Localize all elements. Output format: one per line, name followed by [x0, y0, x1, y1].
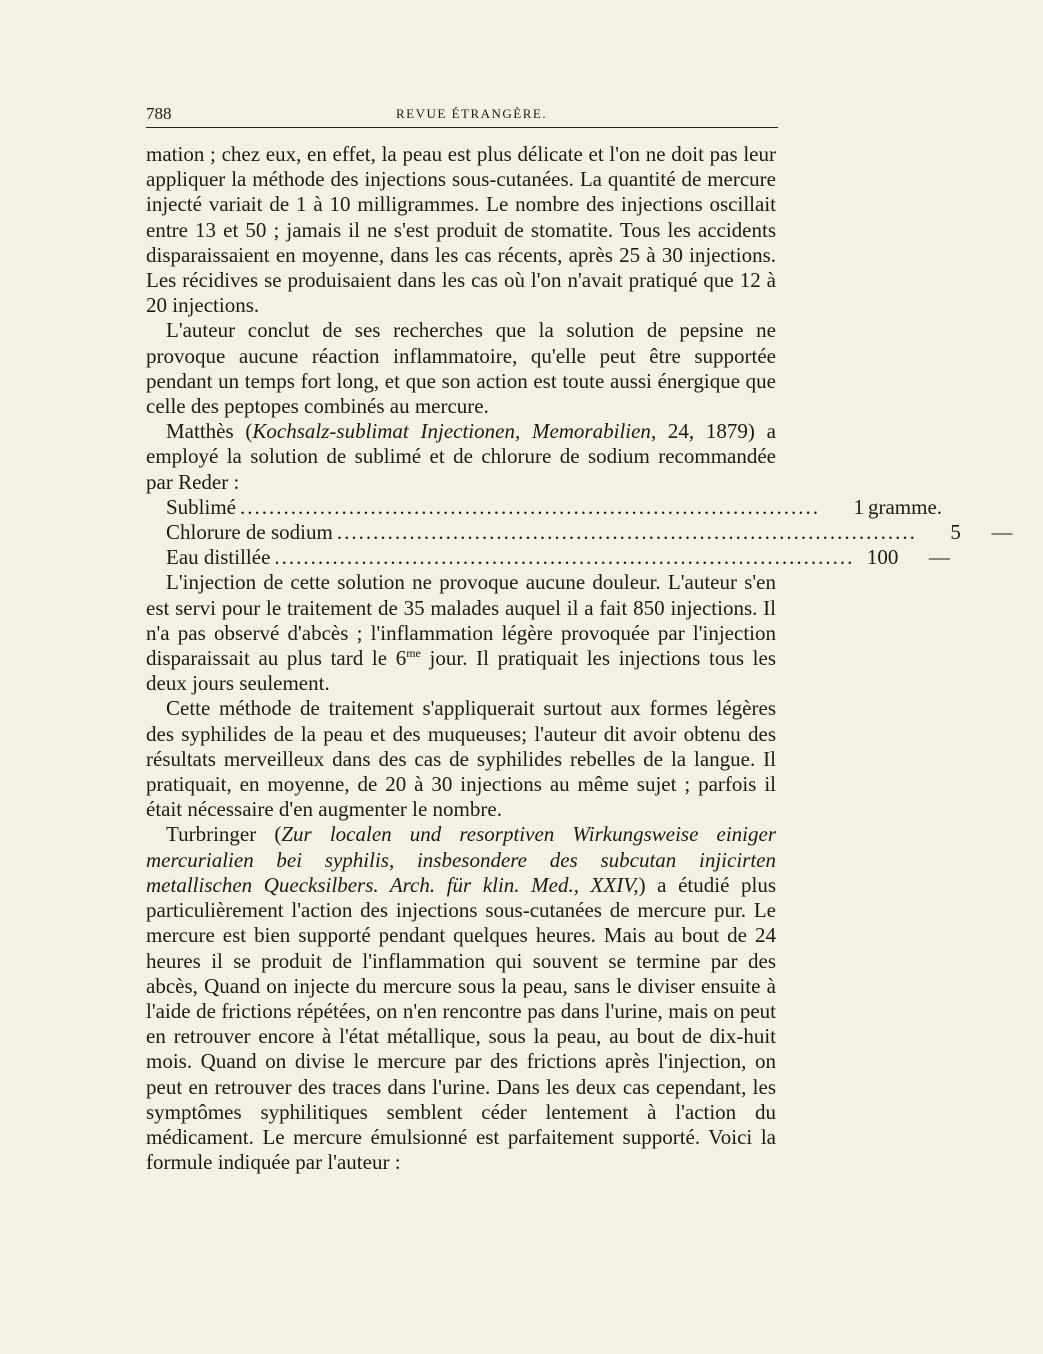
body-text: [146, 142, 1013, 1175]
recipe-row: [146, 520, 1013, 545]
leader-dots: ................................................................................: [240, 494, 821, 519]
ingredient-name: Sublimé: [166, 494, 237, 519]
paragraph-matthes: [146, 419, 776, 495]
reference-matthes: Kochsalz-sublimat Injectionen, Memorabilien: [252, 419, 651, 444]
ingredient-quantity: 100: [866, 545, 899, 570]
ingredient-quantity: 1: [853, 494, 865, 519]
ingredient-quantity: 5: [950, 520, 961, 545]
paragraph-turbringer-text: ) a étudié plus particulièrement l'action des injections sous-cutanées de mercure pur. Le mercure est bien supporté pendant quelques heures. Mais au bout de 24 heures il se produit de l'inflammation qui souvent se termine par des abcès, Quand on injecte du mercure sous la peau, sans le diviser ensuite à l'aide de frictions répétées, on n'en rencontre pas dans l'urine, mais on peut en retrouver encore à l'état métallique, sous la peau, au bout de dix-huit mois. Quand on divise le mercure par des frictions après l'injection, on peut en retrouver des traces dans l'urine. Dans les deux cas cependant, les symptômes syphilitiques semblent céder lentement à l'action du médicament. Le mercure émulsionné est parfaitement supporté. Voici la formule indiquée par l'auteur :: [146, 872, 776, 1175]
ingredient-unit: —: [991, 520, 1013, 545]
ingredient-unit: —: [928, 545, 950, 570]
ingredient-name: Chlorure de sodium: [166, 520, 333, 545]
paragraph-matthes-text: , 24, 1879) a employé la solution de sublimé et de chlorure de sodium recommandée par Reder :: [146, 419, 776, 494]
header-rule: [146, 127, 778, 128]
page-number: 788: [146, 104, 172, 123]
ingredient-unit: gramme.: [867, 494, 943, 519]
paragraph-injection-text: L'injection de cette solution ne provoque aucune douleur. L'auteur s'en est servi pour le traitement de 35 malades auquel il a fait 850 injections. Il n'a pas observé d'abcès ; l'inflammation légère provoquée par l'injection disparaissait au plus tard le 6: [146, 570, 776, 671]
running-title: REVUE ÉTRANGÈRE.: [396, 106, 548, 121]
author-matthes: Matthès (: [166, 419, 253, 444]
ingredient-name: Eau distillée: [166, 545, 271, 570]
author-turbringer: Turbringer (: [166, 822, 282, 847]
recipe-row: [146, 545, 950, 570]
leader-dots: ................................................................................: [336, 520, 917, 545]
paragraph-turbringer: [146, 822, 776, 1175]
page-header: [146, 104, 776, 124]
ordinal-suffix: me: [406, 646, 421, 661]
leader-dots: ................................................................................: [274, 545, 855, 570]
paragraph-method: Cette méthode de traitement s'appliquerait surtout aux formes légères des syphilides de la peau et des muqueuses; l'auteur dit avoir obtenu des résultats merveilleux dans des cas de syphilides rebelles de la langue. Il pratiquait, en moyenne, de 20 à 30 injections au même sujet ; parfois il était nécessaire d'en augmenter le nombre.: [146, 696, 776, 822]
paragraph-injection-end: jour. Il pratiquait les injections tous les deux jours seulement.: [146, 646, 776, 696]
paragraph-conclusion: L'auteur conclut de ses recherches que la solution de pepsine ne provoque aucune réaction inflammatoire, qu'elle peut être supportée pendant un temps fort long, et que son action est toute aussi énergique que celle des peptopes combinés au mercure.: [146, 318, 776, 419]
paragraph-injection: [146, 570, 776, 696]
reference-turbringer: Zur localen und resorptiven Wirkungsweise einiger mercurialien bei syphilis, insbesondere des subcutan injicirten metallischen Quecksilbers. Arch. für klin. Med., XXIV,: [146, 822, 777, 897]
recipe-row: [146, 494, 943, 520]
paragraph-continuation: mation ; chez eux, en effet, la peau est plus délicate et l'on ne doit pas leur appliquer la méthode des injections sous-cutanées. La quantité de mercure injecté variait de 1 à 10 milligrammes. Le nombre des injections oscillait entre 13 et 50 ; jamais il ne s'est produit de stomatite. Tous les accidents disparaissaient en moyenne, dans les cas récents, après 25 à 30 injections. Les récidives se produisaient dans les cas où l'on n'avait pratiqué que 12 à 20 injections.: [146, 142, 776, 318]
recipe-list: [146, 494, 1013, 571]
